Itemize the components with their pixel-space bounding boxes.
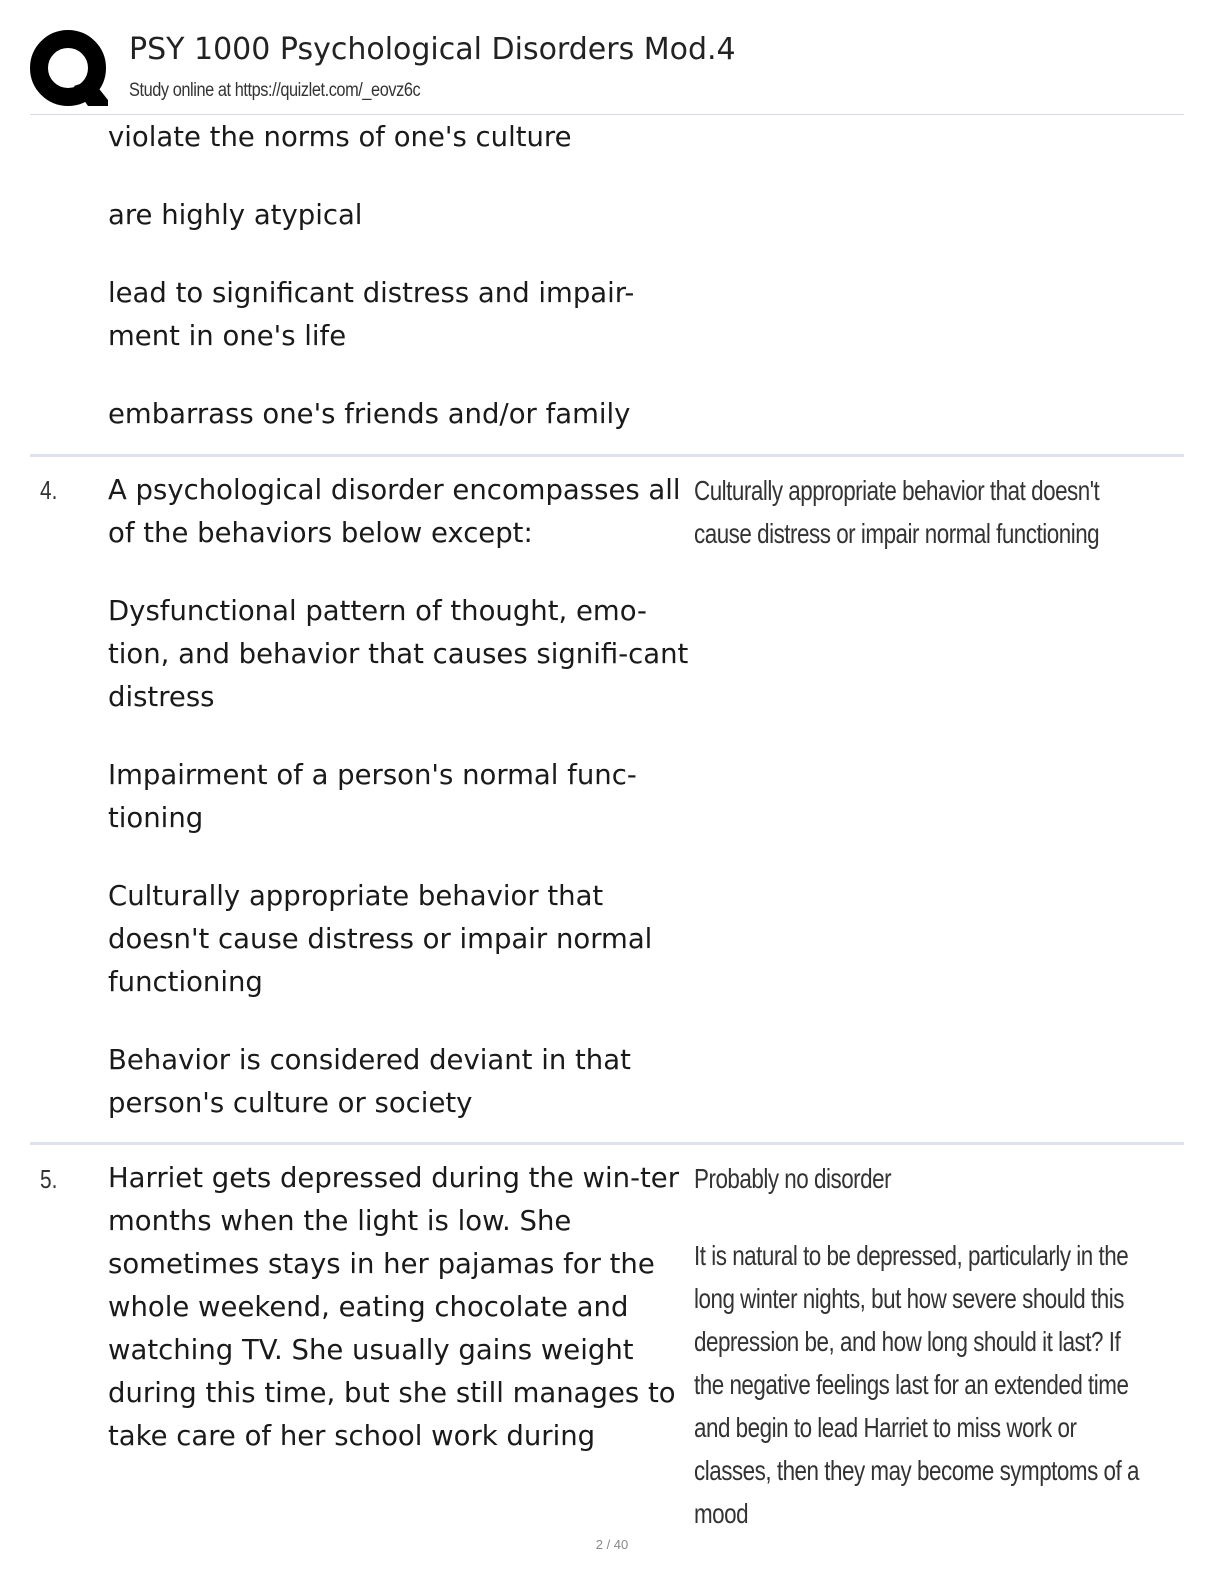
option-text: violate the norms of one's culture bbox=[108, 121, 572, 153]
question-prompt: A psychological disorder encompasses all of the behaviors below except: bbox=[108, 474, 681, 549]
page-title: PSY 1000 Psychological Disorders Mod.4 bbox=[129, 32, 736, 67]
question-5-answer bbox=[694, 1157, 1142, 1569]
option-text: are highly atypical bbox=[108, 199, 363, 231]
page-subtitle: Study online at https://quizlet.com/_eovz6c bbox=[129, 80, 421, 101]
continued-options bbox=[108, 116, 693, 471]
answer-explanation: It is natural to be depressed, particularly in the long winter nights, but how severe should this depression be, and how long should it last? If the negative feelings last for an extended time and begin to lead Harriet to miss work or classes, then they may become symptoms of a mood bbox=[694, 1240, 1139, 1529]
question-number: 5. bbox=[40, 1164, 58, 1194]
answer-text: Probably no disorder bbox=[694, 1163, 892, 1194]
option-text: Dysfunctional pattern of thought, emo-tion, and behavior that causes signifi-cant distress bbox=[108, 595, 689, 713]
question-4-answer bbox=[694, 469, 1142, 589]
header-divider bbox=[30, 114, 1184, 115]
option-text: Culturally appropriate behavior that doesn't cause distress or impair normal functioning bbox=[108, 880, 653, 998]
page-header bbox=[0, 0, 1224, 115]
option-text: lead to significant distress and impair-ment in one's life bbox=[108, 277, 635, 352]
option-text: embarrass one's friends and/or family bbox=[108, 398, 631, 430]
question-prompt: Harriet gets depressed during the win-ter months when the light is low. She sometimes stays in her pajamas for the whole weekend, eating chocolate and watching TV. She usually gains weight during this time, but she still manages to take care of her school work during bbox=[108, 1162, 680, 1452]
answer-text: Culturally appropriate behavior that doesn't cause distress or impair normal functioning bbox=[694, 475, 1100, 549]
page-number: 2 / 40 bbox=[595, 1537, 629, 1552]
card-divider bbox=[30, 1142, 1184, 1145]
card-divider bbox=[30, 454, 1184, 457]
question-4-text bbox=[108, 469, 693, 1160]
option-text: Impairment of a person's normal func-tioning bbox=[108, 759, 637, 834]
question-5-text bbox=[108, 1157, 693, 1493]
question-number: 4. bbox=[40, 475, 58, 505]
option-text: Behavior is considered deviant in that person's culture or society bbox=[108, 1044, 631, 1119]
quizlet-logo-icon bbox=[30, 30, 110, 110]
